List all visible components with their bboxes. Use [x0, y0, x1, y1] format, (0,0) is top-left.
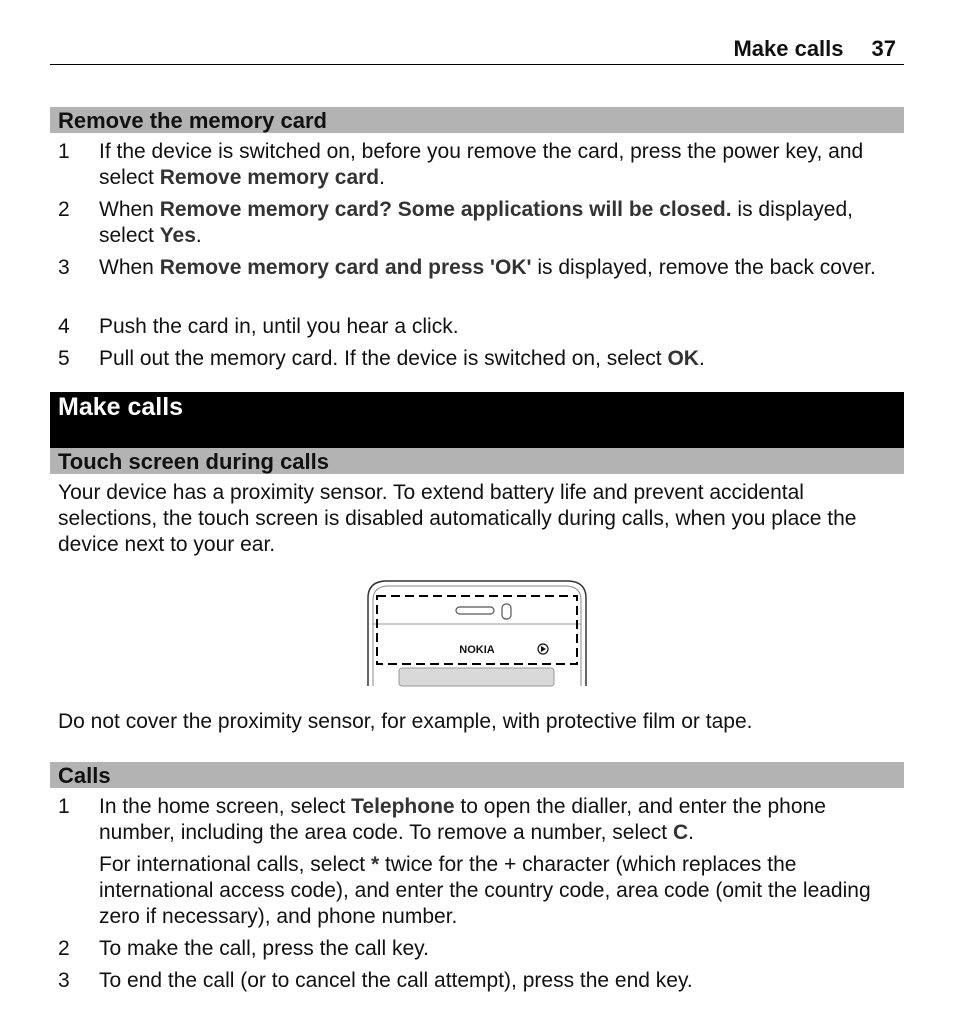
- proximity-sensor-note: Do not cover the proximity sensor, for example, with protective film or tape.: [58, 710, 753, 733]
- step-text: To end the call (or to cancel the call attempt), press the end key.: [99, 969, 693, 992]
- section-heading-calls: [50, 762, 904, 788]
- step-number: 2: [58, 937, 70, 960]
- step-number: 1: [58, 795, 70, 818]
- step-number: 1: [58, 140, 70, 163]
- step-text: Push the card in, until you hear a click.: [99, 315, 459, 338]
- step-number: 5: [58, 347, 70, 370]
- section-heading-touch-screen: [50, 448, 904, 474]
- step-number: 2: [58, 198, 70, 221]
- step-text: Pull out the memory card. If the device is switched on, select OK.: [99, 347, 705, 370]
- step-text: If the device is switched on, before you remove the card, press the power key, and select Remove memory card.: [99, 140, 864, 189]
- step-text: To make the call, press the call key.: [99, 937, 429, 960]
- phone-top-illustration: [365, 578, 589, 688]
- step-number: 3: [58, 256, 70, 279]
- header-title: Make calls: [733, 36, 844, 61]
- page-number: 37: [871, 36, 896, 61]
- phone-illustration-svg: [365, 578, 589, 688]
- nokia-logo: NOKIA: [459, 644, 495, 656]
- section-heading-remove-memory-card: [50, 107, 904, 133]
- step-number: 4: [58, 315, 70, 338]
- page-header: [733, 36, 896, 62]
- header-rule: [50, 64, 904, 65]
- step-text: When Remove memory card and press 'OK' is displayed, remove the back cover.: [99, 256, 876, 279]
- section-heading-text: Calls: [58, 763, 111, 788]
- chapter-heading-make-calls: [50, 392, 904, 448]
- step-number: 3: [58, 969, 70, 992]
- chapter-heading-text: Make calls: [58, 393, 184, 421]
- section-heading-text: Remove the memory card: [58, 108, 327, 133]
- section-heading-text: Touch screen during calls: [58, 449, 329, 474]
- step-text: In the home screen, select Telephone to open the dialler, and enter the phone number, including the area code. To remove a number, select C.: [99, 795, 826, 844]
- step-text: For international calls, select * twice for the + character (which replaces the international access code), and enter the country code, area code (omit the leading zero if necessary), and phone number.: [99, 853, 871, 928]
- touch-screen-intro: Your device has a proximity sensor. To extend battery life and prevent accidental selections, the touch screen is disabled automatically during calls, when you place the device next to your ear.: [58, 481, 857, 556]
- step-text: When Remove memory card? Some applications will be closed. is displayed, select Yes.: [99, 198, 853, 247]
